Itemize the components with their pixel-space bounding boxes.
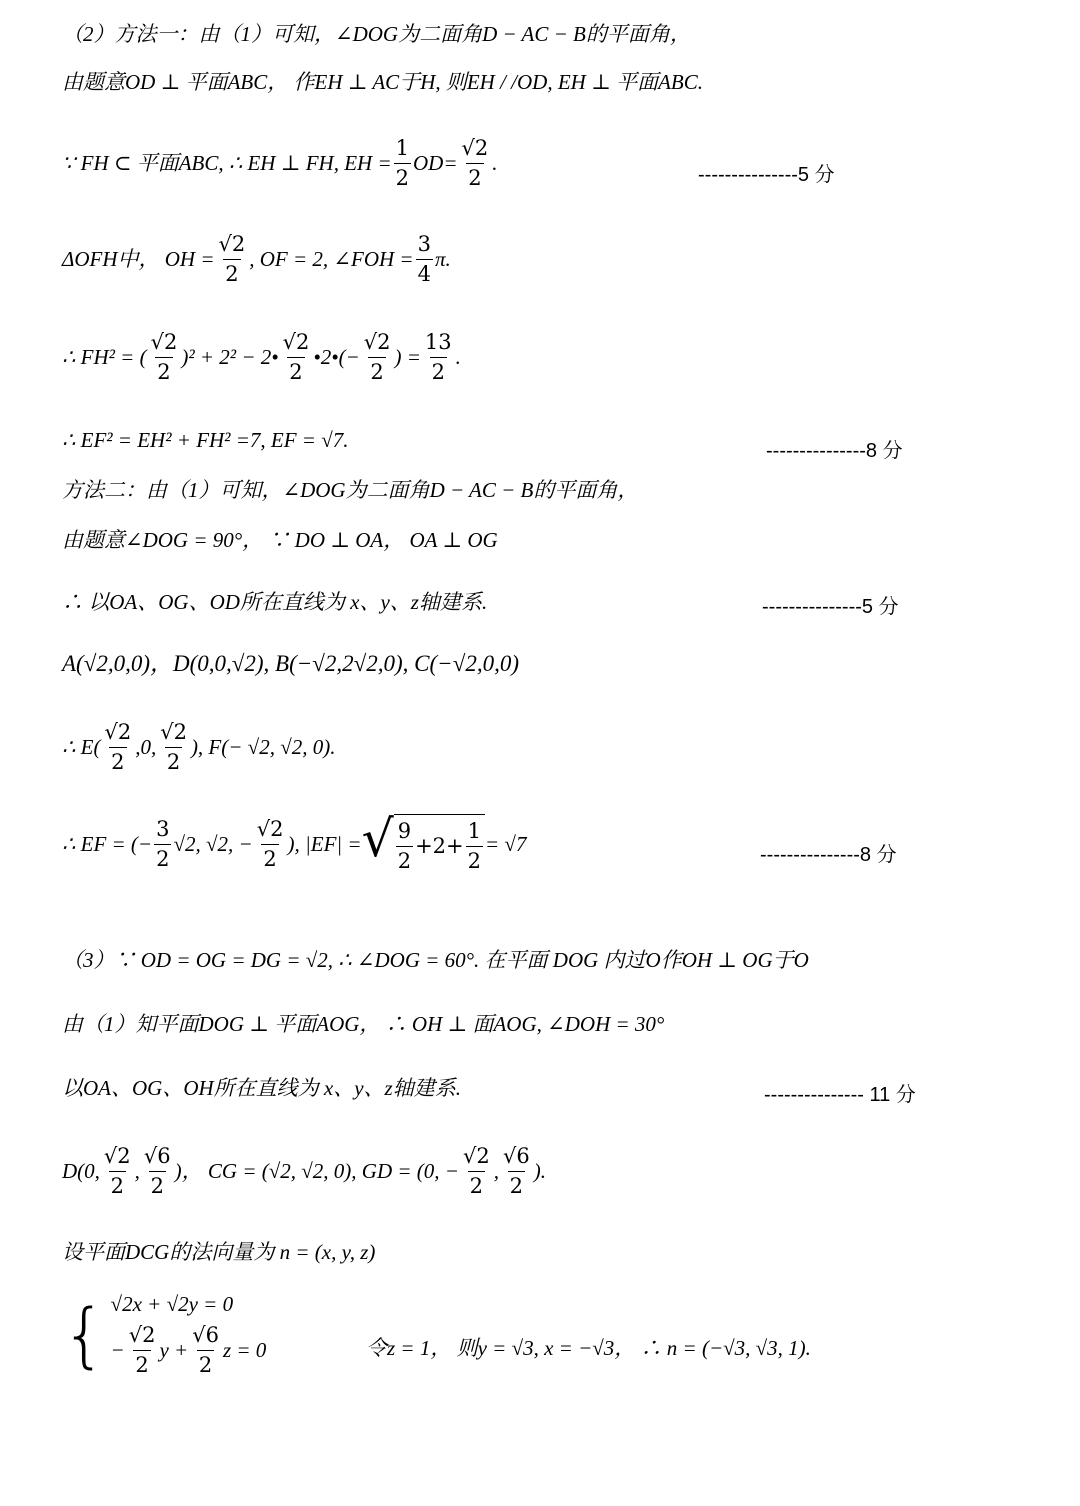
text-segment: = √7 <box>485 831 527 856</box>
text-line: （3）∵ OD = OG = DG = √2, ∴ ∠DOG = 60°. 在平面 DOG 内过O作OH ⊥ OG于O <box>62 948 809 972</box>
coordinate-setup-line-2 <box>62 1076 461 1101</box>
text-segment: OD= <box>413 151 458 176</box>
fraction: $\frac{1}{2}$ <box>395 136 409 191</box>
solution-line <box>366 1336 811 1361</box>
text-segment: ), |EF| = <box>287 831 362 856</box>
left-brace: { <box>62 1294 107 1377</box>
fraction: $\frac{√2}{2}$ <box>160 720 187 775</box>
method-one-heading <box>62 22 691 47</box>
text-line: 以OA、OG、OH所在直线为 x、y、z轴建系. <box>62 1076 461 1100</box>
fraction: $\frac{3}{2}$ <box>156 816 170 871</box>
fraction: $\frac{3}{4}$ <box>417 232 431 287</box>
points-ef-line <box>62 720 335 775</box>
fraction: $\frac{√2}{2}$ <box>256 816 284 871</box>
vector-ef-line <box>62 809 527 874</box>
given-condition-line <box>62 70 703 95</box>
text-line: ∴ EF² = EH² + FH² =7, EF = √7. <box>62 428 349 452</box>
text-segment: )， CG = (√2, √2, 0), GD = (0, − <box>174 1159 459 1184</box>
fraction: $\frac{√2}{2}$ <box>461 136 489 191</box>
part-three-heading <box>62 948 809 973</box>
ef-result-line <box>62 428 349 453</box>
equation-system: { √2x + √2y = 0 − $\frac{√2}{2}$ y + $\frac{√6}{2}$ z = 0 <box>62 1292 267 1378</box>
score-mark: --------------- 11 分 <box>764 1084 916 1106</box>
text-segment: ) = <box>394 345 421 370</box>
text-segment: ,0, <box>135 735 157 760</box>
eh-length-line: ∵ FH ⊂ 平面ABC, ∴ EH ⊥ FH, EH = $\frac{1}{2}$ OD= $\frac{√2}{2}$ . <box>62 136 498 191</box>
text-segment: ∴ E( <box>62 735 101 760</box>
plane-perpendicular-line <box>62 1012 664 1037</box>
text-line: A(√2,0,0)，D(0,0,√2), B(−√2,2√2,0), C(−√2,0,0) <box>62 651 519 676</box>
score-mark: ---------------8 分 <box>760 844 897 866</box>
fraction: $\frac{√2}{2}$ <box>218 232 246 287</box>
coordinate-setup-line <box>62 590 487 615</box>
text-segment: )² + 2² − 2• <box>181 345 279 370</box>
text-segment: ΔOFH中， OH = <box>62 247 215 272</box>
fraction: $\frac{√6}{2}$ <box>502 1144 530 1199</box>
fraction: $\frac{√2}{2}$ <box>150 330 178 385</box>
text-segment: •2•(− <box>313 345 360 370</box>
triangle-ofh-line <box>62 232 451 287</box>
normal-vector-line <box>62 1240 375 1265</box>
fraction: $\frac{√2}{2}$ <box>282 330 310 385</box>
text-line: 设平面DCG的法向量为 n = (x, y, z) <box>62 1240 376 1264</box>
text-segment: √2, √2, − <box>173 831 253 856</box>
text-line: 由题意∠DOG = 90°， ∵ DO ⊥ OA， OA ⊥ OG <box>62 528 498 552</box>
score-mark: ---------------5 分 <box>762 596 899 618</box>
text-line: 由（1）知平面DOG ⊥ 平面AOG， ∴ OH ⊥ 面AOG, ∠DOH = 30° <box>62 1012 665 1036</box>
text-segment: ∴ FH² = ( <box>62 345 147 370</box>
fraction: $\frac{√2}{2}$ <box>128 1323 156 1378</box>
text-segment: ∵ FH ⊂ 平面ABC, ∴ EH ⊥ FH, EH = <box>62 151 392 176</box>
angle-dog-line <box>62 528 498 553</box>
text-segment: ), F(− √2, √2, 0). <box>190 735 336 760</box>
text-line: ∴ 以OA、OG、OD所在直线为 x、y、z轴建系. <box>62 590 488 614</box>
fraction: $\frac{13}{2}$ <box>424 330 452 385</box>
points-coordinates-line <box>62 650 519 678</box>
fraction: $\frac{√2}{2}$ <box>363 330 391 385</box>
fraction: $\frac{√2}{2}$ <box>104 720 132 775</box>
score-mark: ---------------5 分 <box>698 164 835 186</box>
fraction: $\frac{√6}{2}$ <box>192 1323 219 1378</box>
fraction: $\frac{√2}{2}$ <box>462 1144 490 1199</box>
equation-row: √2x + √2y = 0 <box>110 1292 234 1316</box>
text-line: （2）方法一：由（1）可知，∠DOG为二面角D − AC − B的平面角， <box>62 22 691 46</box>
text-line: 令z = 1， 则y = √3, x = −√3， ∴ n = (−√3, √3, 1). <box>366 1336 811 1360</box>
equation-row: z = 0 <box>222 1338 267 1363</box>
text-line: 由题意OD ⊥ 平面ABC， 作EH ⊥ AC于H, 则EH / /OD, EH ⊥ 平面ABC. <box>62 70 704 94</box>
text-segment: , OF = 2, ∠FOH = <box>249 247 414 272</box>
fraction: $\frac{√6}{2}$ <box>143 1144 171 1199</box>
text-segment: ∴ EF = (− <box>62 831 153 856</box>
fh-squared-line: ∴ FH² = ( $\frac{√2}{2}$ )² + 2² − 2• $\frac{√2}{2}$ •2•(− $\frac{√2}{2}$ ) = $\frac{13}{2}$ . <box>62 330 461 385</box>
text-line: 方法二：由（1）可知，∠DOG为二面角D − AC − B的平面角， <box>62 478 639 502</box>
fraction: $\frac{√2}{2}$ <box>103 1144 131 1199</box>
square-root: √ $\frac{9}{2}$ +2+ $\frac{1}{2}$ <box>362 814 485 874</box>
method-two-heading <box>62 478 638 503</box>
text-segment: π. <box>434 247 451 272</box>
vectors-cg-gd-line: D(0, $\frac{√2}{2}$ , $\frac{√6}{2}$ )， CG = (√2, √2, 0), GD = (0, − $\frac{√2}{2}$ , $\frac{√6}{2}$ ). <box>62 1144 546 1199</box>
text-segment: ). <box>533 1159 546 1184</box>
text-segment: D(0, <box>62 1159 100 1184</box>
score-mark: ---------------8 分 <box>766 440 903 462</box>
